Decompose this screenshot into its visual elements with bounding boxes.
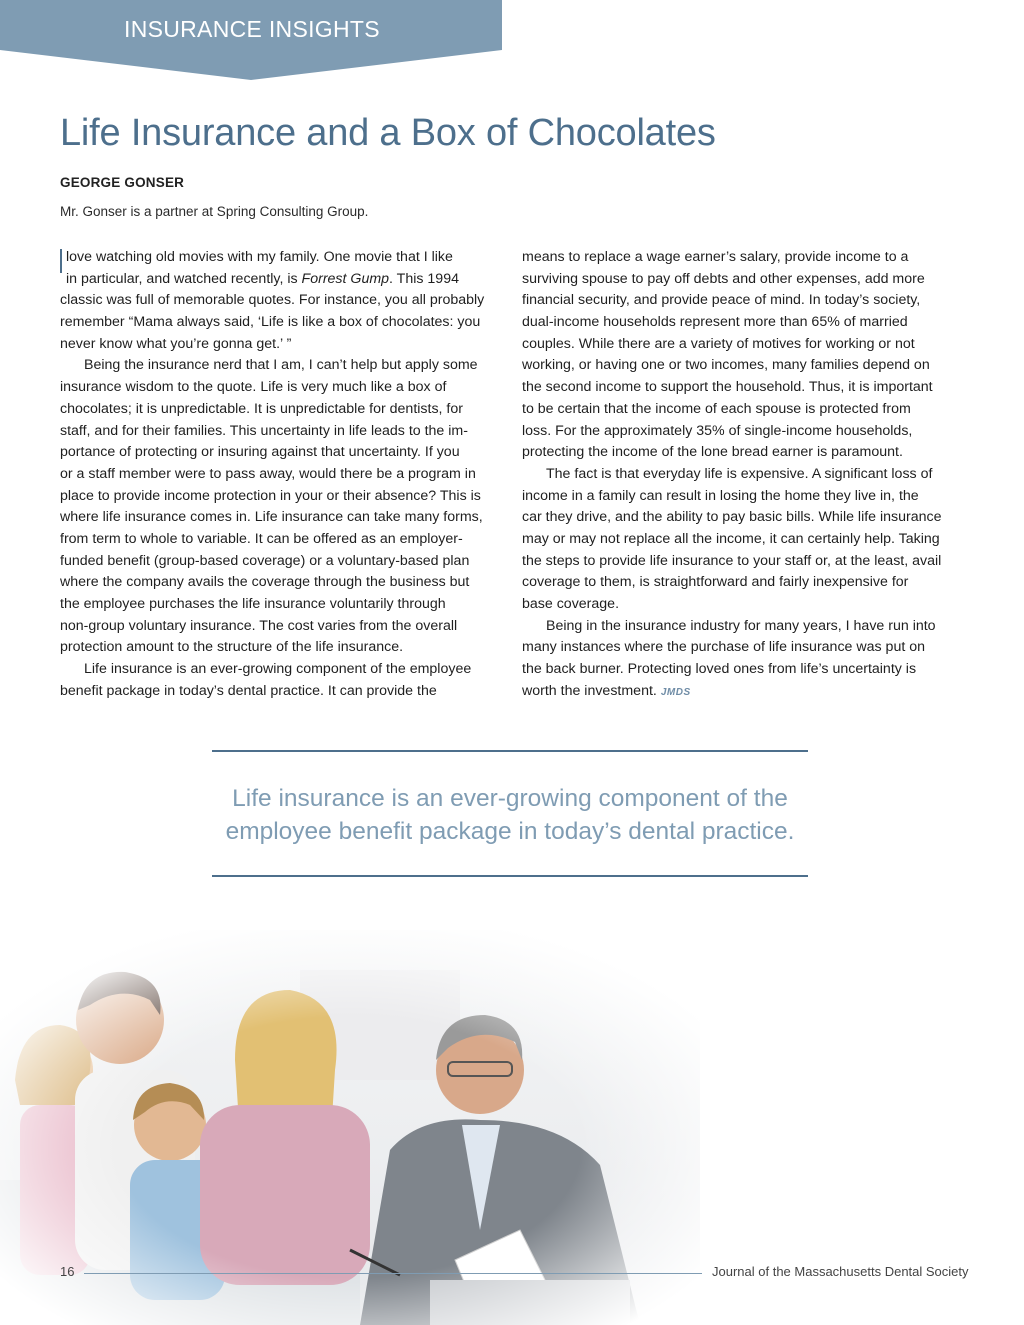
text-line: protecting the income of the lone bread earner is paramount. <box>522 444 903 461</box>
end-mark: JMDS <box>660 686 691 698</box>
text-line: chocolates; it is unpredictable. It is unpredictable for dentists, for <box>60 400 463 417</box>
pull-quote-line: employee benefit package in today’s dental practice. <box>225 818 795 845</box>
text-fragment: . This 1994 <box>389 270 459 287</box>
text-line <box>60 269 505 291</box>
text-line: place to provide income protection in your or their absence? This is <box>60 487 481 504</box>
text-line: Being in the insurance industry for many years, I have run into <box>546 617 936 634</box>
text-line: Life insurance is an ever-growing component of the employee <box>84 661 472 678</box>
text-line: benefit package in today’s dental practice. It can provide the <box>60 682 437 699</box>
text-fragment: worth the investment. <box>522 682 657 699</box>
text-line: loss. For the approximately 35% of single-income households, <box>522 422 913 439</box>
text-line: where life insurance comes in. Life insurance can take many forms, <box>60 509 483 526</box>
text-line: coverage to them, is straightforward and fairly inexpensive for <box>522 574 909 591</box>
drop-cap-i <box>60 249 62 273</box>
journal-name: Journal of the Massachusetts Dental Society <box>712 1264 969 1279</box>
text-line: many instances where the purchase of life insurance was put on <box>522 639 925 656</box>
text-line: to be certain that the income of each spouse is protected from <box>522 400 911 417</box>
text-line: means to replace a wage earner’s salary, provide income to a <box>522 249 909 265</box>
text-line: couples. While there are a variety of motives for working or not <box>522 335 915 352</box>
article-column-left <box>60 247 505 702</box>
text-line: the employee purchases the life insurance voluntarily through <box>60 596 446 612</box>
text-line: funded benefit (group-based coverage) or a voluntary-based plan <box>60 552 470 569</box>
text-line: portance of protecting or insuring against that uncertainty. If you <box>60 444 460 461</box>
movie-title: Forrest Gump <box>301 270 390 287</box>
pull-quote <box>212 782 808 848</box>
article-title: Life Insurance and a Box of Chocolates <box>60 112 716 154</box>
page-number: 16 <box>60 1264 75 1279</box>
text-line: where the company avails the coverage through the business but <box>60 574 470 591</box>
text-line: or a staff member were to pass away, would there be a program in <box>60 465 476 482</box>
text-line: love watching old movies with my family. One movie that I like <box>66 249 453 265</box>
text-line: financial security, and provide peace of mind. In today’s society, <box>522 292 921 309</box>
text-line: non-group voluntary insurance. The cost varies from the overall <box>60 617 458 634</box>
text-line: insurance wisdom to the quote. Life is very much like a box of <box>60 379 447 396</box>
text-line: car they drive, and the ability to pay basic bills. While life insurance <box>522 509 942 526</box>
article-column-right <box>522 247 967 702</box>
pull-quote-bottom-rule <box>212 875 808 877</box>
pull-quote-top-rule <box>212 750 808 752</box>
text-line: protection amount to the structure of the life insurance. <box>60 639 404 656</box>
text-line: may or may not replace all the income, it can certainly help. Taking <box>522 530 940 547</box>
text-line: staff, and for their families. This uncertainty in life leads to the im- <box>60 422 468 439</box>
text-line: the back burner. Protecting loved ones from life’s uncertainty is <box>522 661 917 678</box>
text-line: the second income to support the household. Thus, it is important <box>522 379 933 396</box>
text-line: remember “Mama always said, ‘Life is like a box of chocolates: you <box>60 314 481 331</box>
text-line: Being the insurance nerd that I am, I can’t help but apply some <box>84 357 478 374</box>
author-name: GEORGE GONSER <box>60 175 185 190</box>
text-line: never know what you’re gonna get.’ ” <box>60 335 292 352</box>
text-line: working, or having one or two incomes, many families depend on <box>522 357 930 374</box>
text-line: surviving spouse to pay off debts and other expenses, add more <box>522 270 925 287</box>
text-fragment: in particular, and watched recently, is <box>66 270 302 287</box>
text-line: from term to whole to variable. It can be offered as an employer- <box>60 530 463 547</box>
author-bio: Mr. Gonser is a partner at Spring Consulting Group. <box>60 204 369 219</box>
text-line: dual-income households represent more than 65% of married <box>522 314 908 331</box>
text-line: base coverage. <box>522 596 620 612</box>
section-label: INSURANCE INSIGHTS <box>124 16 380 42</box>
text-line: classic was full of memorable quotes. For instance, you all probably <box>60 292 485 309</box>
text-line: income in a family can result in losing the home they live in, the <box>522 487 919 504</box>
pull-quote-line: Life insurance is an ever-growing component of the <box>232 785 788 812</box>
text-line <box>522 681 967 703</box>
footer-rule <box>84 1273 702 1274</box>
text-line: the steps to provide life insurance to your staff or, at the least, avail <box>522 552 942 569</box>
family-with-advisor-photo <box>0 930 700 1325</box>
text-line: The fact is that everyday life is expensive. A significant loss of <box>546 465 933 482</box>
